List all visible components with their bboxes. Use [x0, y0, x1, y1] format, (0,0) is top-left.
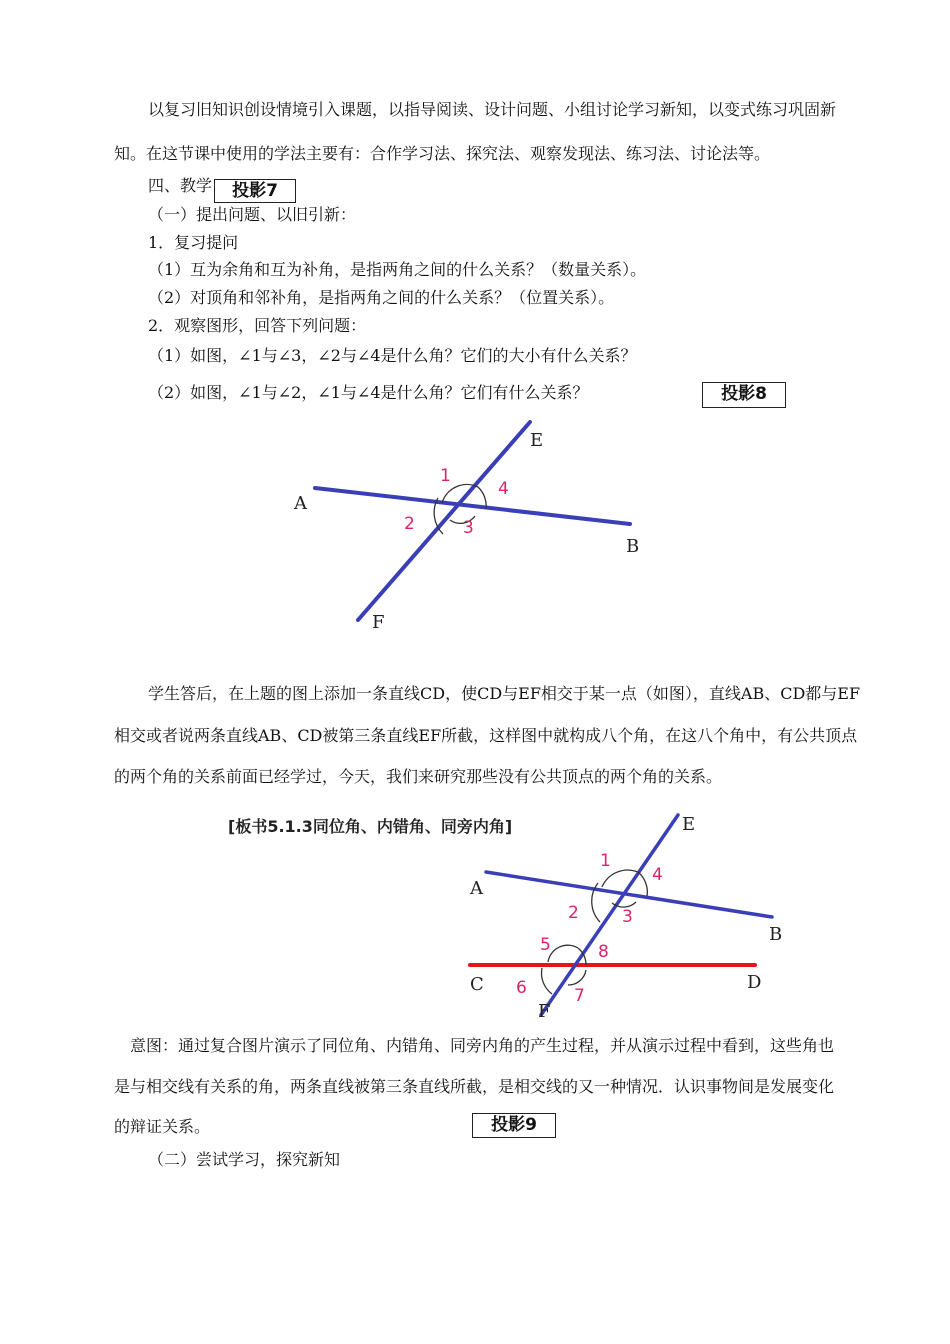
angle-4-label: 4	[498, 479, 509, 499]
answer-line-3: 的两个角的关系前面已经学过，今天，我们来研究那些没有公共顶点的两个角的关系。	[114, 767, 723, 786]
projection-7-box: 投影7	[214, 179, 296, 203]
answer-line-2: 相交或者说两条直线AB、CD被第三条直线EF所截，这样图中就构成八个角，在这八个角中，有公共顶点	[114, 726, 858, 745]
point-b-label: B	[769, 924, 783, 945]
board-title: [板书5.1.3同位角、内错角、同旁内角]	[228, 817, 513, 836]
observe-heading: 2．观察图形，回答下列问题：	[148, 316, 367, 335]
point-a-label: A	[470, 878, 483, 899]
angle-3-label: 3	[622, 907, 633, 927]
point-f-label: F	[372, 612, 385, 633]
angle-5-label: 5	[540, 935, 551, 955]
answer-line-1: 学生答后，在上题的图上添加一条直线CD，使CD与EF相交于某一点（如图），直线AB、CD都与EF	[148, 684, 861, 703]
angle-3-label: 3	[463, 518, 474, 538]
angle-arc-lower-3	[541, 968, 552, 994]
angle-4-label: 4	[652, 865, 663, 885]
intro-line-1: 以复习旧知识创设情境引入课题，以指导阅读、设计问题、小组讨论学习新知，以变式练习巩固新	[148, 100, 837, 119]
review-heading: 1．复习提问	[148, 233, 239, 252]
point-e-label: E	[530, 430, 544, 451]
intent-line-2: 是与相交线有关系的角，两条直线被第三条直线所截，是相交线的又一种情况．认识事物间是发展变化	[114, 1077, 835, 1096]
projection-9-box: 投影9	[472, 1113, 556, 1138]
line-ef	[541, 815, 678, 1015]
point-b-label: B	[626, 536, 640, 557]
part-1-heading: （一）提出问题、以旧引新：	[148, 205, 357, 224]
intent-line-3: 的辩证关系。	[114, 1117, 211, 1136]
question-2: （2）对顶角和邻补角，是指两角之间的什么关系？（位置关系）。	[148, 288, 615, 307]
part-2-heading: （二）尝试学习，探究新知	[148, 1150, 341, 1169]
question-3: （1）如图，∠1与∠3，∠2与∠4是什么角？它们的大小有什么关系？	[148, 346, 637, 365]
angle-1-label: 1	[600, 851, 611, 871]
point-d-label: D	[747, 972, 762, 993]
intro-line-2: 知。在这节课中使用的学法主要有：合作学习法、探究法、观察发现法、练习法、讨论法等。	[114, 144, 771, 163]
angle-6-label: 6	[516, 978, 527, 998]
question-4: （2）如图，∠1与∠2，∠1与∠4是什么角？它们有什么关系？	[148, 383, 589, 402]
angle-1-label: 1	[440, 466, 451, 486]
angle-7-label: 7	[574, 986, 585, 1006]
section-4-heading: 四、教学	[148, 176, 213, 195]
point-f-label: F	[538, 1001, 551, 1020]
angle-8-label: 8	[598, 942, 609, 962]
question-1: （1）互为余角和互为补角，是指两角之间的什么关系？（数量关系）。	[148, 260, 647, 279]
point-c-label: C	[470, 974, 484, 995]
angle-arc-lower	[548, 945, 578, 962]
figure-intersecting-lines	[280, 415, 680, 635]
point-e-label: E	[682, 814, 696, 835]
angle-2-label: 2	[404, 514, 415, 534]
figure-transversal	[460, 810, 810, 1020]
projection-8-box: 投影8	[702, 382, 786, 408]
angle-arc-upper-4	[638, 872, 647, 896]
angle-2-label: 2	[568, 903, 579, 923]
intent-line-1: 意图：通过复合图片演示了同位角、内错角、同旁内角的产生过程，并从演示过程中看到，这些角也	[130, 1036, 835, 1055]
point-a-label: A	[294, 493, 307, 514]
line-ef	[358, 422, 530, 620]
